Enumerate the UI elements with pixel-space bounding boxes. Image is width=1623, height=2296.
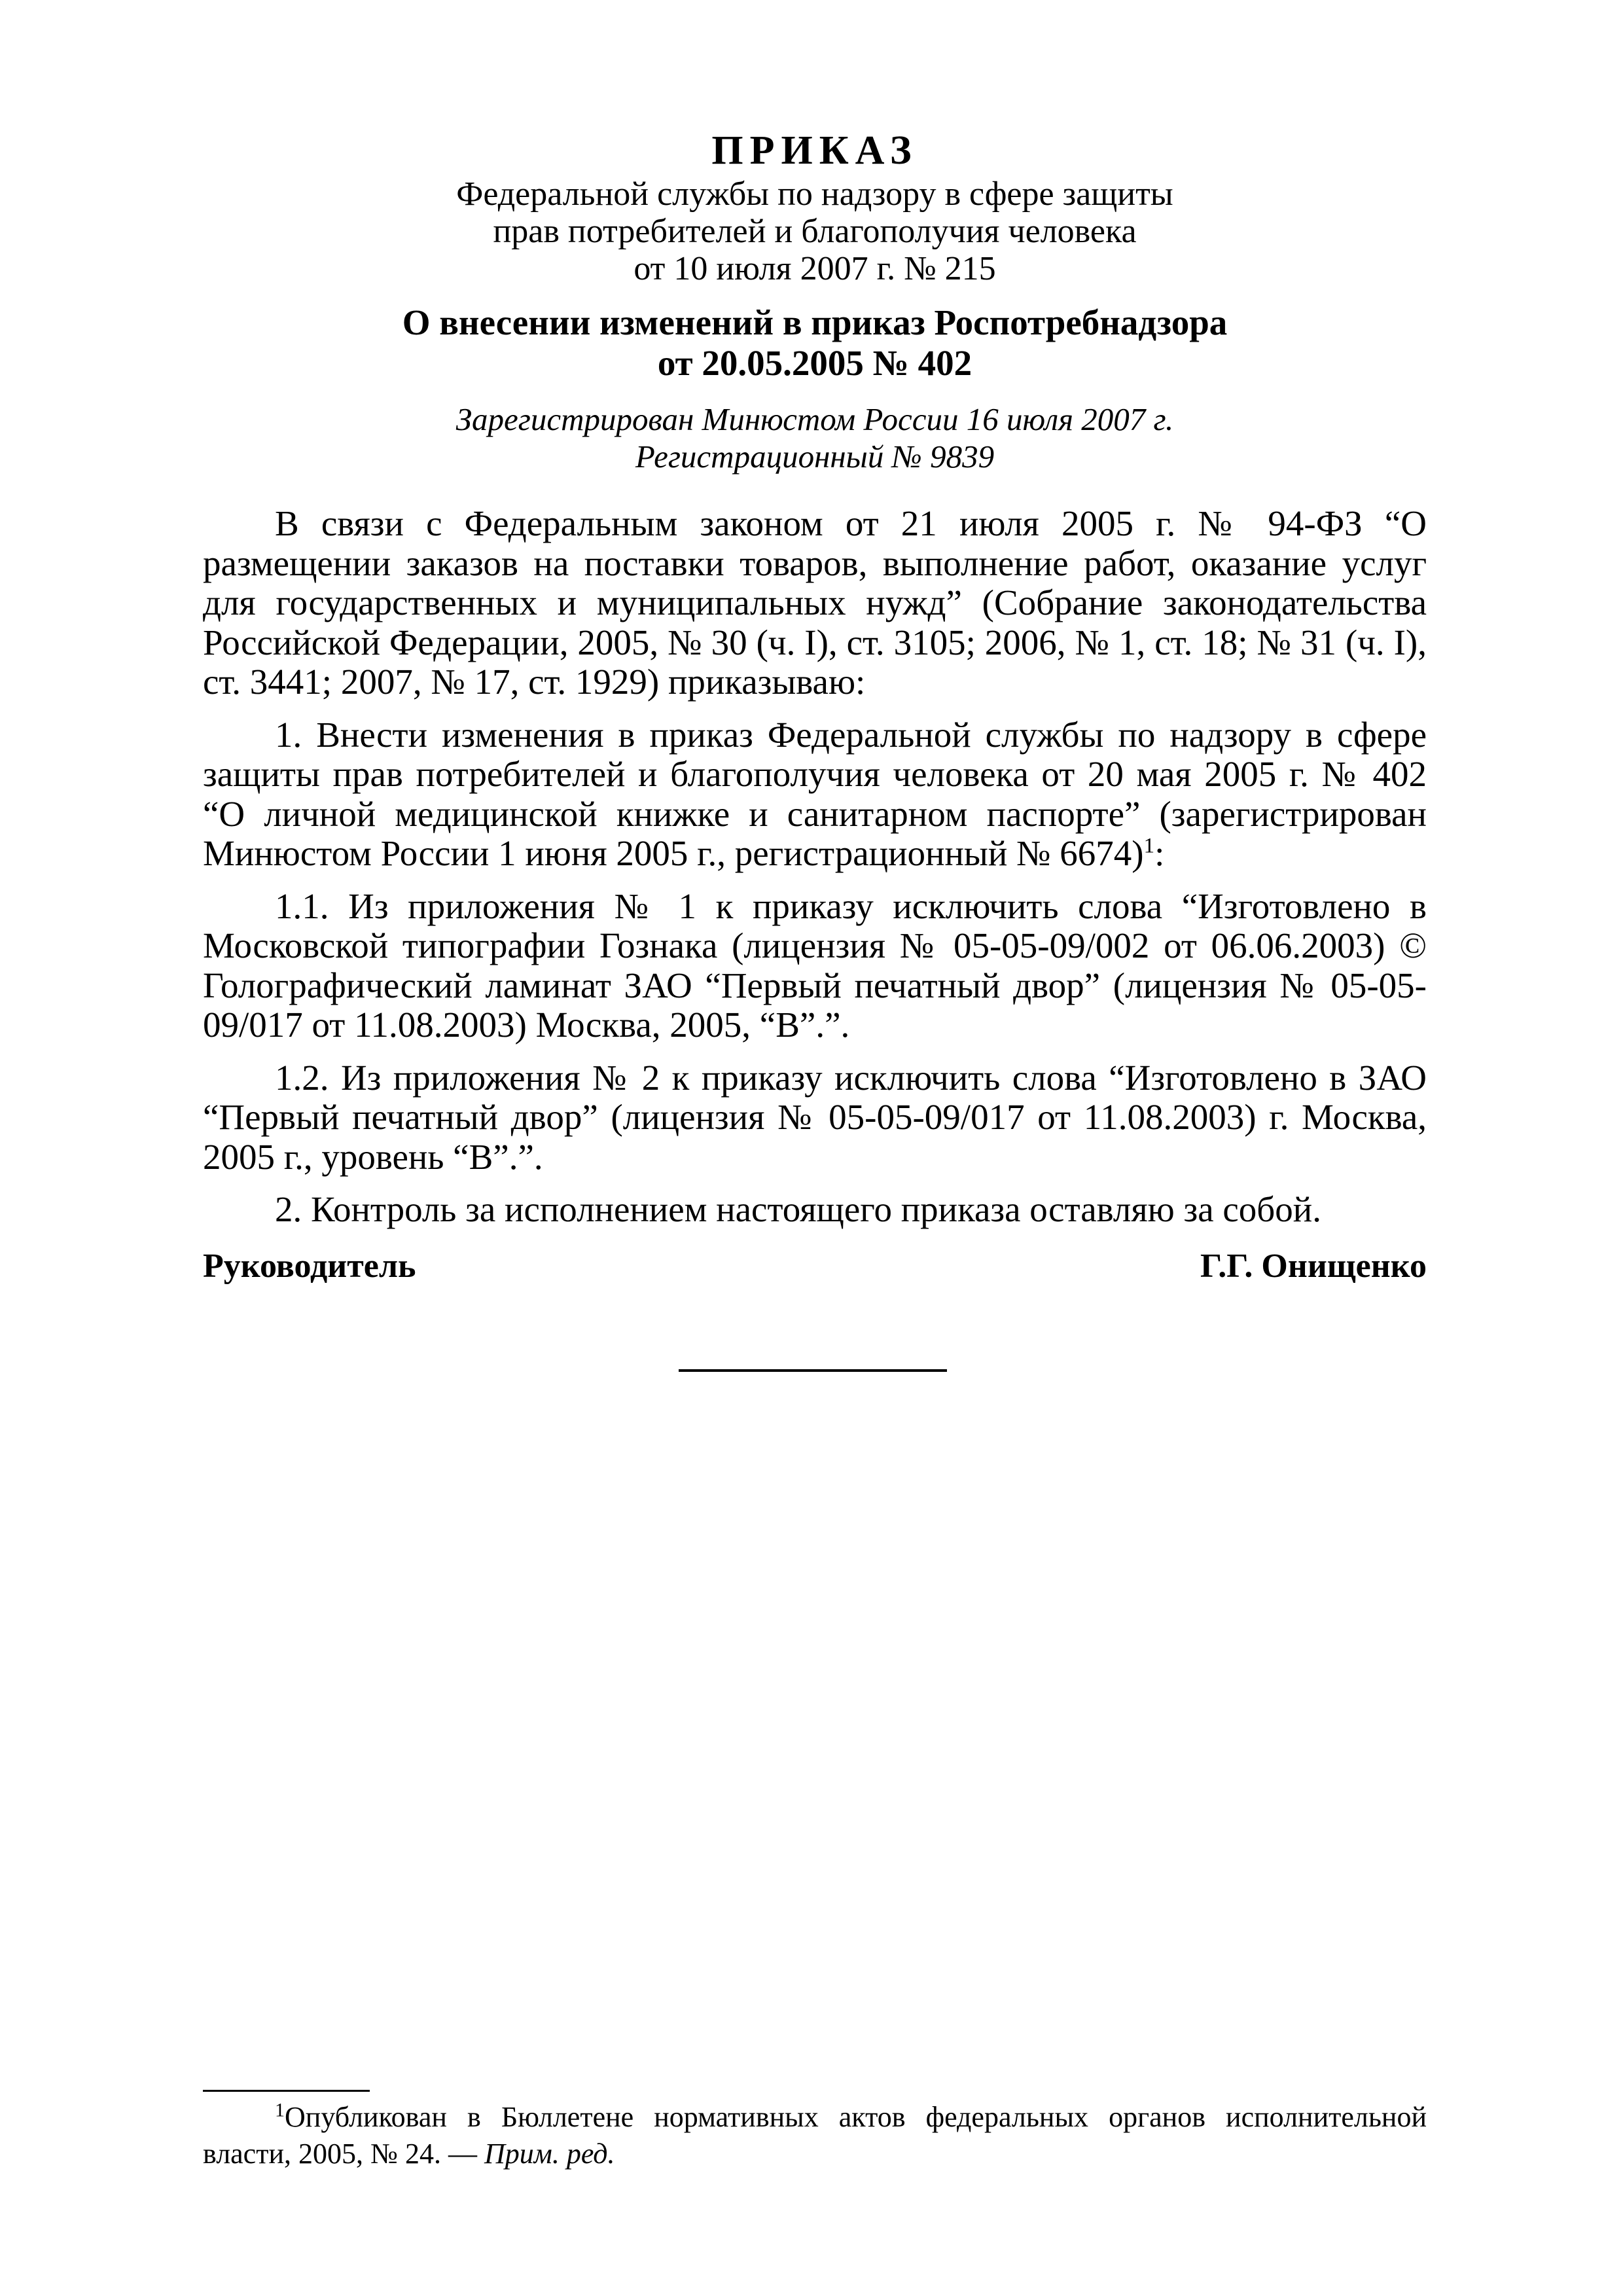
paragraph-item-1-2: 1.2. Из приложения № 2 к приказу исключить слова “Изготовлено в ЗАО “Первый печатный двор” (лицензия № 05-05-09/017 от 11.08.2003) г. Москва, 2005 г., уровень “В”.”. xyxy=(203,1057,1427,1177)
editor-note: Прим. ред. xyxy=(484,2138,615,2170)
document-page xyxy=(203,0,1427,2296)
registration-line: Зарегистрирован Минюстом России 16 июля 2007 г. xyxy=(455,401,1174,437)
subject-line: от 20.05.2005 № 402 xyxy=(657,343,972,383)
footnote xyxy=(203,2099,1427,2172)
footnote-mark: 1 xyxy=(275,2099,285,2121)
issuer-block xyxy=(203,175,1427,287)
registration-number: Регистрационный № 9839 xyxy=(635,439,995,475)
order-date-number: от 10 июля 2007 г. № 215 xyxy=(633,250,996,287)
document-title: ПРИКАЗ xyxy=(711,128,918,173)
end-divider xyxy=(679,1369,947,1372)
item-1-text: 1. Внести изменения в приказ Федеральной службы по надзору в сфере защиты прав потребителей и благополучия человека от 20 мая 2005 г. № 402 “О личной медицинской книжке и санитарном паспорте” (зарегистрирован Минюстом России 1 июня 2005 г., регистрационный № 6674) xyxy=(203,714,1427,873)
preamble-paragraph: В связи с Федеральным законом от 21 июля 2005 г. № 94-ФЗ “О размещении заказов на поставки товаров, выполнение работ, оказание услуг для государственных и муниципальных нужд” (Собрание законодательства Российской Федерации, 2005, № 30 (ч. I), ст. 3105; 2006, № 1, ст. 18; № 31 (ч. I), ст. 3441; 2007, № 17, ст. 1929) приказываю: xyxy=(203,503,1427,702)
signatory-name: Г.Г. Онищенко xyxy=(1200,1247,1427,1285)
registration-note xyxy=(203,401,1427,475)
issuer-line: Федеральной службы по надзору в сфере защиты xyxy=(456,175,1173,213)
paragraph-item-2: 2. Контроль за исполнением настоящего приказа оставляю за собой. xyxy=(275,1189,1321,1229)
order-body xyxy=(203,504,1427,1243)
footnote-text: Опубликован в Бюллетене нормативных актов федеральных органов исполнительной власти, 2005, № 24. — xyxy=(203,2101,1427,2170)
footnote-divider xyxy=(203,2090,370,2092)
subject-line: О внесении изменений в приказ Роспотребнадзора xyxy=(402,302,1228,342)
paragraph-item-1-1: 1.1. Из приложения № 1 к приказу исключить слова “Изготовлено в Московской типографии Гознака (лицензия № 05-05-09/002 от 06.06.2003) © Голографический ламинат ЗАО “Первый печатный двор” (лицензия № 05-05-09/017 от 11.08.2003) Москва, 2005, “В”.”. xyxy=(203,886,1427,1045)
item-1-tail: : xyxy=(1154,833,1165,873)
order-subject xyxy=(203,302,1427,384)
issuer-line: прав потребителей и благополучия человека xyxy=(493,213,1137,250)
footnote-reference: 1 xyxy=(1143,834,1155,858)
paragraph-item-1 xyxy=(203,715,1427,874)
signatory-role: Руководитель xyxy=(203,1247,416,1285)
